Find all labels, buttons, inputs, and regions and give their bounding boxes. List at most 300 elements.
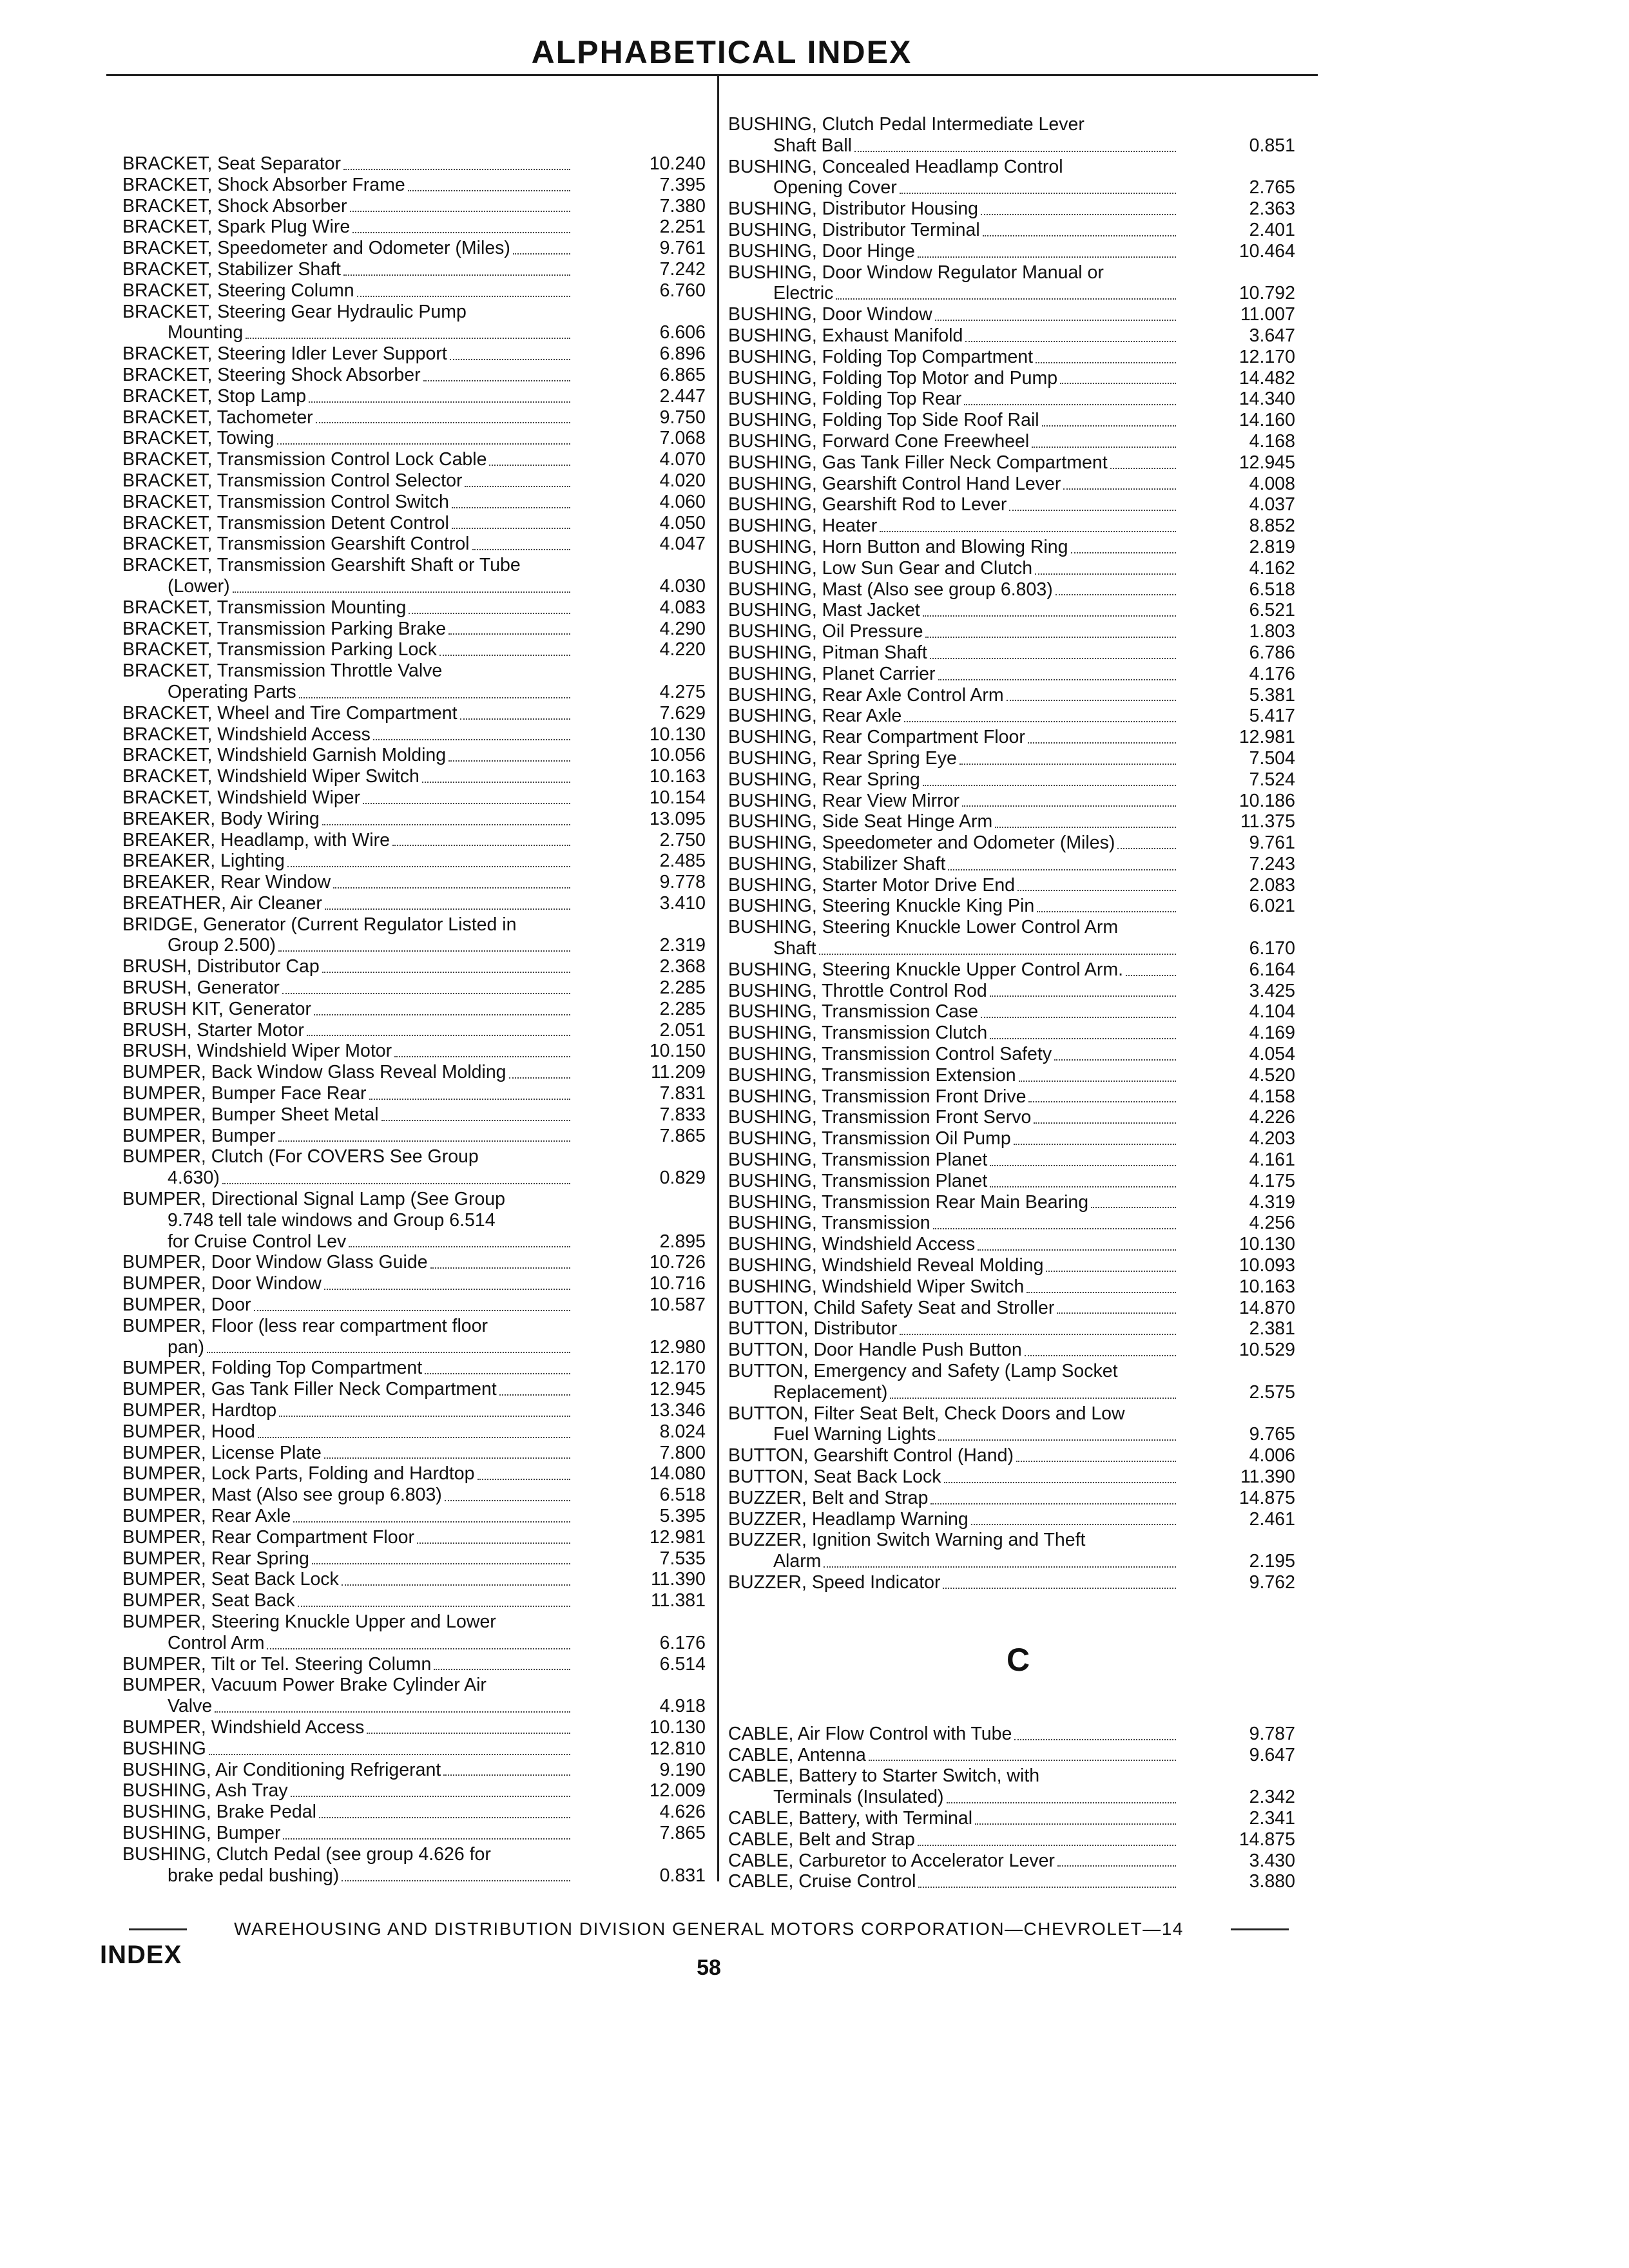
entry-text <box>728 1745 1179 1766</box>
entry-group-number: 8.024 <box>659 1421 706 1442</box>
entry-group-number: 14.875 <box>1239 1829 1295 1850</box>
entry-text <box>122 428 574 449</box>
index-entry <box>122 956 706 977</box>
index-entry <box>728 368 1295 389</box>
entry-line <box>122 1527 574 1548</box>
entry-group-number: 2.461 <box>1249 1508 1295 1530</box>
dot-leader <box>448 633 570 635</box>
entry-label: BUMPER, Door Window Glass Guide <box>122 1252 428 1273</box>
entry-text <box>728 494 1179 515</box>
entry-label: BUSHING, Concealed Headlamp Control <box>728 156 1063 177</box>
index-entry <box>122 914 706 957</box>
dot-leader <box>312 1563 570 1564</box>
entry-line <box>728 494 1179 515</box>
entry-line <box>728 1234 1179 1255</box>
entry-label: BUSHING, Folding Top Motor and Pump <box>728 367 1058 389</box>
entry-group-number: 4.290 <box>659 618 706 639</box>
entry-line <box>122 407 574 428</box>
index-entry <box>728 769 1295 791</box>
index-entry <box>122 703 706 724</box>
entry-text <box>728 1171 1179 1192</box>
index-entry <box>728 262 1295 305</box>
entry-group-number: 10.150 <box>649 1041 706 1062</box>
footer-rule-right <box>1231 1928 1289 1930</box>
entry-label: BUSHING, Air Conditioning Refrigerant <box>122 1759 441 1780</box>
entry-line <box>122 153 574 175</box>
section-label: INDEX <box>100 1941 182 1969</box>
section-letter: C <box>1006 1641 1030 1678</box>
index-entry <box>122 1146 706 1189</box>
dot-leader <box>448 760 570 762</box>
entry-text <box>122 1083 574 1104</box>
index-entry <box>122 1654 706 1675</box>
dot-leader <box>1009 510 1176 511</box>
entry-line <box>728 1572 1179 1593</box>
entry-group-number: 3.425 <box>1249 980 1295 1001</box>
entry-text <box>122 766 574 787</box>
entry-text <box>728 410 1179 431</box>
entry-label: BUZZER, Headlamp Warning <box>728 1508 969 1530</box>
right-entries-c <box>728 1724 1295 1892</box>
entry-text <box>728 811 1179 832</box>
left-column <box>122 153 706 1886</box>
entry-group-number: 14.340 <box>1239 389 1295 410</box>
dot-leader <box>417 1542 570 1544</box>
entry-label: BRACKET, Transmission Gearshift Shaft or Tube <box>122 555 521 576</box>
entry-text <box>122 1675 574 1717</box>
entry-label: Group 2.500) <box>168 935 276 956</box>
entry-text <box>728 579 1179 601</box>
entry-label: BUSHING, Rear View Mirror <box>728 790 959 811</box>
entry-label: BUMPER, Directional Signal Lamp (See Group <box>122 1189 506 1210</box>
entry-label: BUSHING, Folding Top Compartment <box>728 346 1034 367</box>
footer-text: WAREHOUSING AND DISTRIBUTION DIVISION GENERAL MOTORS CORPORATION—CHEVROLET—14 <box>234 1919 1184 1939</box>
entry-group-number: 13.346 <box>649 1400 706 1421</box>
entry-label: BRACKET, Transmission Mounting <box>122 597 407 618</box>
entry-text <box>728 875 1179 896</box>
entry-text <box>728 1808 1179 1829</box>
entry-label: BUMPER, Clutch (For COVERS See Group <box>122 1146 479 1168</box>
entry-line <box>122 1548 574 1570</box>
dot-leader <box>918 256 1176 258</box>
dot-leader <box>964 404 1176 405</box>
index-entry <box>728 304 1295 325</box>
dot-leader <box>325 908 570 910</box>
entry-label: BUSHING, Clutch Pedal (see group 4.626 for <box>122 1843 491 1865</box>
entry-label: BUSHING, Bumper <box>122 1822 281 1843</box>
entry-label: Alarm <box>773 1551 822 1572</box>
entry-group-number: 6.164 <box>1249 959 1295 980</box>
entry-group-number: 3.647 <box>1249 325 1295 346</box>
dot-leader <box>258 1437 570 1438</box>
entry-line <box>122 1506 574 1527</box>
entry-group-number: 11.007 <box>1240 304 1295 325</box>
entry-line <box>728 1065 1179 1086</box>
entry-label: BUSHING, Exhaust Manifold <box>728 325 963 346</box>
entry-group-number: 6.521 <box>1249 600 1295 621</box>
entry-line <box>122 872 574 893</box>
dot-leader <box>965 341 1176 342</box>
entry-text <box>728 347 1179 368</box>
entry-line <box>728 769 1179 791</box>
entry-group-number: 9.787 <box>1249 1723 1295 1744</box>
index-entry <box>728 410 1295 431</box>
entry-label: BUTTON, Door Handle Push Button <box>728 1340 1022 1361</box>
index-entry <box>728 1403 1295 1446</box>
index-entry <box>122 724 706 745</box>
index-entry <box>122 809 706 830</box>
entry-group-number: 10.716 <box>649 1273 706 1294</box>
index-entry <box>122 280 706 302</box>
dot-leader <box>246 338 570 339</box>
index-entry <box>728 1445 1295 1466</box>
entry-group-number: 2.575 <box>1249 1381 1295 1403</box>
entry-group-number: 4.275 <box>659 681 706 702</box>
entry-text <box>728 600 1179 621</box>
dot-leader <box>1007 700 1176 701</box>
entry-label: BUMPER, Bumper <box>122 1125 276 1146</box>
entry-text <box>122 1844 574 1887</box>
entry-group-number: 12.981 <box>649 1526 706 1548</box>
entry-group-number: 10.464 <box>1239 240 1295 262</box>
dot-leader <box>1025 1355 1176 1356</box>
entry-text <box>728 1871 1179 1892</box>
entry-label: BUSHING, Transmission Front Drive <box>728 1086 1027 1107</box>
entry-text <box>728 1572 1179 1593</box>
entry-label: BUSHING, Distributor Housing <box>728 198 979 220</box>
entry-label: BUMPER, Bumper Sheet Metal <box>122 1104 379 1125</box>
entry-label: BUZZER, Ignition Switch Warning and Theft <box>728 1530 1086 1551</box>
entry-group-number: 7.068 <box>659 428 706 449</box>
entry-line <box>728 1765 1179 1787</box>
index-entry <box>728 1086 1295 1108</box>
entry-group-number: 14.160 <box>1239 410 1295 431</box>
entry-text <box>122 1146 574 1189</box>
entry-text <box>122 1780 574 1802</box>
entry-label: BUMPER, Gas Tank Filler Neck Compartment <box>122 1379 497 1400</box>
entry-line <box>122 766 574 787</box>
index-entry <box>728 1808 1295 1829</box>
entry-text <box>728 1044 1179 1065</box>
entry-text <box>728 791 1179 812</box>
dot-leader <box>422 782 570 783</box>
entry-line <box>728 1808 1179 1829</box>
dot-leader <box>291 1796 570 1797</box>
entry-line <box>122 1189 574 1210</box>
index-entry <box>122 1485 706 1506</box>
dot-leader <box>918 1845 1176 1846</box>
dot-leader <box>854 151 1176 152</box>
index-entry <box>728 347 1295 368</box>
dot-leader <box>342 1584 570 1586</box>
entry-group-number: 2.401 <box>1249 219 1295 240</box>
entry-group-number: 4.168 <box>1249 430 1295 452</box>
entry-label: CABLE, Battery to Starter Switch, with <box>728 1765 1040 1787</box>
dot-leader <box>990 1038 1176 1039</box>
entry-text <box>122 999 574 1020</box>
page-title: ALPHABETICAL INDEX <box>531 34 912 70</box>
entry-label: BUSHING, Gas Tank Filler Neck Compartment <box>728 452 1108 473</box>
entry-line <box>728 368 1179 389</box>
entry-label: BRACKET, Transmission Gearshift Control <box>122 533 470 555</box>
entry-text <box>728 1023 1179 1044</box>
entry-label: BRIDGE, Generator (Current Regulator Listed in <box>122 914 517 935</box>
index-entry <box>728 1318 1295 1340</box>
entry-label: BUSHING, Planet Carrier <box>728 663 936 684</box>
entry-label: CABLE, Battery, with Terminal <box>728 1807 973 1829</box>
entry-group-number: 7.865 <box>659 1822 706 1843</box>
entry-group-number: 5.381 <box>1249 684 1295 706</box>
entry-group-number: 12.980 <box>649 1336 706 1358</box>
entry-line <box>728 1149 1179 1171</box>
entry-text <box>728 981 1179 1002</box>
dot-leader <box>959 764 1176 765</box>
index-entry <box>728 494 1295 515</box>
entry-group-number: 2.083 <box>1249 874 1295 896</box>
index-entry <box>728 1044 1295 1065</box>
index-entry <box>728 474 1295 495</box>
entry-group-number: 0.829 <box>659 1168 706 1189</box>
entry-group-number: 4.226 <box>1249 1107 1295 1128</box>
entry-group-number: 6.518 <box>1249 579 1295 600</box>
dot-leader <box>1014 1144 1176 1145</box>
entry-label: BUSHING, Side Seat Hinge Arm <box>728 811 993 832</box>
entry-line <box>728 220 1179 241</box>
index-entry <box>122 1316 706 1358</box>
entry-text <box>122 1485 574 1506</box>
entry-text <box>728 241 1179 262</box>
entry-label: Terminals (Insulated) <box>773 1787 944 1808</box>
entry-label: BRACKET, Steering Shock Absorber <box>122 364 421 385</box>
entry-text <box>728 917 1179 959</box>
entry-label: BUMPER, License Plate <box>122 1442 322 1463</box>
entry-text <box>728 431 1179 452</box>
index-entry <box>122 513 706 534</box>
entry-label: pan) <box>168 1336 205 1358</box>
index-entry <box>728 1724 1295 1745</box>
entry-group-number: 2.765 <box>1249 177 1295 198</box>
dot-leader <box>904 721 1176 722</box>
entry-text <box>122 1421 574 1443</box>
dot-leader <box>316 422 570 423</box>
dot-leader <box>1046 1271 1176 1272</box>
index-entry <box>728 389 1295 410</box>
dot-leader <box>1060 383 1176 384</box>
index-entry <box>122 1294 706 1316</box>
index-entry <box>728 1276 1295 1298</box>
entry-line <box>122 914 574 936</box>
entry-text <box>122 809 574 830</box>
index-entry <box>728 452 1295 474</box>
entry-line <box>728 621 1179 642</box>
entry-group-number: 12.009 <box>649 1780 706 1802</box>
entry-label: BRACKET, Windshield Wiper Switch <box>122 766 419 787</box>
index-entry <box>728 748 1295 769</box>
dot-leader <box>900 1334 1176 1335</box>
entry-group-number: 4.626 <box>659 1802 706 1823</box>
index-entry <box>728 515 1295 537</box>
entry-continuation-line <box>122 682 574 703</box>
entry-group-number: 2.319 <box>659 935 706 956</box>
entry-label: Mounting <box>168 322 244 343</box>
entry-label: BRACKET, Seat Separator <box>122 153 341 174</box>
dot-leader <box>333 887 570 889</box>
entry-line <box>728 1488 1179 1509</box>
dot-leader <box>1017 890 1176 891</box>
index-entry <box>122 1760 706 1781</box>
dot-leader <box>1063 488 1176 490</box>
index-entry <box>122 1358 706 1379</box>
entry-text <box>728 389 1179 410</box>
index-entry <box>728 621 1295 642</box>
dot-leader <box>1036 362 1176 363</box>
entry-line <box>728 1745 1179 1766</box>
entry-line <box>728 854 1179 875</box>
entry-label: BUSHING, Transmission Oil Pump <box>728 1128 1011 1149</box>
entry-text <box>728 1765 1179 1808</box>
entry-line <box>122 724 574 745</box>
dot-leader <box>298 1606 570 1607</box>
entry-line <box>728 1192 1179 1213</box>
entry-group-number: 4.030 <box>659 575 706 597</box>
entry-line <box>728 959 1179 981</box>
entry-text <box>728 1340 1179 1361</box>
entry-line <box>728 917 1179 938</box>
dot-leader <box>1117 848 1176 849</box>
index-entry <box>122 893 706 914</box>
index-entry <box>728 431 1295 452</box>
entry-label: BUSHING, Transmission Front Servo <box>728 1107 1032 1128</box>
dot-leader <box>948 869 1176 870</box>
entry-text <box>728 304 1179 325</box>
entry-label: BUSHING, Transmission Clutch <box>728 1023 988 1044</box>
entry-line <box>122 1654 574 1675</box>
entry-line <box>122 259 574 280</box>
entry-text <box>122 1506 574 1527</box>
entry-line <box>728 1276 1179 1298</box>
entry-line <box>728 1403 1179 1425</box>
entry-line <box>728 727 1179 748</box>
entry-group-number: 2.819 <box>1249 536 1295 557</box>
entry-label: BUMPER, Lock Parts, Folding and Hardtop <box>122 1463 475 1485</box>
entry-label: BUSHING, Windshield Reveal Molding <box>728 1255 1044 1276</box>
dot-leader <box>322 972 570 973</box>
entry-text <box>728 1509 1179 1530</box>
index-entry <box>122 1443 706 1464</box>
index-entry <box>728 1171 1295 1192</box>
entry-label: BUSHING, Throttle Control Rod <box>728 980 987 1001</box>
entry-line <box>122 1126 574 1147</box>
entry-group-number: 2.251 <box>659 216 706 238</box>
entry-line <box>728 410 1179 431</box>
entry-line <box>122 555 574 576</box>
entry-label: BUMPER, Door <box>122 1294 251 1316</box>
entry-group-number: 4.104 <box>1249 1001 1295 1023</box>
dot-leader <box>299 697 570 698</box>
entry-label: BUTTON, Filter Seat Belt, Check Doors and Low <box>728 1403 1125 1424</box>
entry-group-number: 11.375 <box>1240 811 1295 832</box>
entry-label: BUSHING, Oil Pressure <box>728 621 923 642</box>
entry-label: BUSHING, Steering Knuckle Lower Control Arm <box>728 917 1119 938</box>
entry-line <box>122 1569 574 1590</box>
entry-group-number: 10.726 <box>649 1252 706 1273</box>
entry-continuation-line <box>728 938 1179 959</box>
entry-label: BREAKER, Rear Window <box>122 872 331 893</box>
entry-group-number: 11.390 <box>650 1569 706 1590</box>
entry-group-number: 10.056 <box>649 745 706 766</box>
index-entry <box>122 1189 706 1252</box>
entry-group-number: 2.285 <box>659 998 706 1019</box>
entry-continuation-line <box>122 935 574 956</box>
entry-text <box>122 1189 574 1252</box>
dot-leader <box>222 1183 570 1184</box>
entry-label: BRACKET, Transmission Parking Lock <box>122 639 437 660</box>
entry-line <box>122 1823 574 1844</box>
entry-group-number: 10.163 <box>1239 1276 1295 1297</box>
entry-group-number: 4.220 <box>659 639 706 660</box>
dot-leader <box>1028 742 1176 744</box>
dot-leader <box>324 1457 570 1459</box>
entry-line <box>728 347 1179 368</box>
dot-leader <box>434 1669 570 1670</box>
entry-label: BUSHING, Windshield Access <box>728 1234 976 1255</box>
dot-leader <box>1057 1865 1176 1867</box>
index-entry <box>728 1340 1295 1361</box>
entry-text <box>728 1276 1179 1298</box>
entry-group-number: 10.130 <box>649 1716 706 1738</box>
dot-leader <box>923 785 1176 786</box>
entry-continuation-line <box>122 1337 574 1358</box>
entry-line <box>728 1340 1179 1361</box>
entry-label: BRUSH, Starter Motor <box>122 1019 304 1041</box>
entry-label: BUTTON, Gearshift Control (Hand) <box>728 1445 1014 1466</box>
entry-line <box>728 389 1179 410</box>
index-entry <box>122 259 706 280</box>
entry-group-number: 4.060 <box>659 491 706 512</box>
dot-leader <box>342 1880 570 1881</box>
dot-leader <box>254 1310 570 1311</box>
entry-label: BUSHING, Folding Top Rear <box>728 389 962 410</box>
dot-leader <box>430 1267 570 1269</box>
entry-line <box>728 642 1179 664</box>
entry-group-number: 2.381 <box>1249 1318 1295 1340</box>
index-entry <box>728 1572 1295 1593</box>
entry-group-number: 7.380 <box>659 195 706 216</box>
column-divider <box>717 76 719 1881</box>
dot-leader <box>819 954 1176 955</box>
entry-line <box>122 216 574 238</box>
index-entry <box>728 791 1295 812</box>
index-entry <box>122 1527 706 1548</box>
entry-label: Control Arm <box>168 1632 265 1653</box>
entry-label: BUSHING, Transmission Extension <box>728 1064 1016 1086</box>
dot-leader <box>935 320 1176 321</box>
entry-text <box>728 537 1179 558</box>
index-entry <box>728 875 1295 896</box>
entry-text <box>728 1213 1179 1234</box>
entry-label: BUTTON, Emergency and Safety (Lamp Socket <box>728 1361 1118 1382</box>
entry-continuation-line <box>122 322 574 343</box>
dot-leader <box>319 1817 570 1818</box>
entry-text <box>728 1149 1179 1171</box>
entry-line <box>122 1083 574 1104</box>
entry-line <box>728 706 1179 727</box>
entry-continuation-line <box>728 283 1179 304</box>
entry-label: BUMPER, Mast (Also see group 6.803) <box>122 1485 442 1506</box>
entry-text <box>728 1086 1179 1108</box>
entry-line <box>122 745 574 766</box>
entry-line <box>122 787 574 809</box>
